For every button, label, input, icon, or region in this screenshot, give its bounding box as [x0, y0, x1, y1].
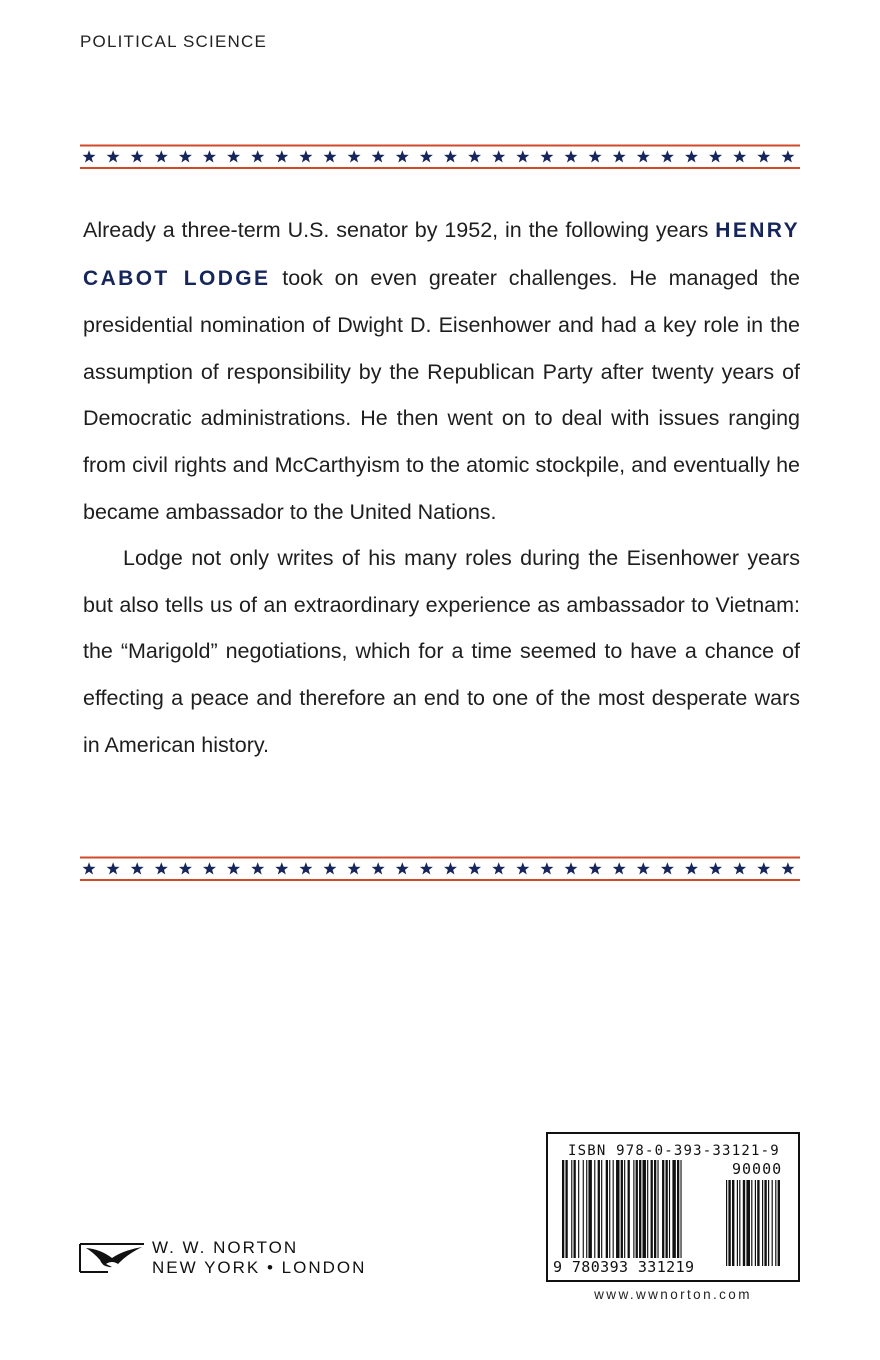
barcode-addon-bar: [728, 1180, 730, 1266]
star-icon: [613, 862, 626, 874]
barcode-bar: [583, 1160, 584, 1258]
barcode-bar: [574, 1160, 576, 1258]
star-icon: [757, 150, 770, 162]
barcode-bar: [609, 1160, 610, 1258]
barcode-bar: [636, 1160, 638, 1258]
star-icon: [324, 150, 337, 162]
star-icon: [444, 862, 457, 874]
barcode-bar: [571, 1160, 572, 1258]
description-paragraph-2: Lodge not only writes of his many roles during the Eisenhower years but also tells us of an extraordinary experience as ambassador to Vietnam: the “Marigold” negotiations, which for a time seemed to have a chance of effecting a peace and therefore an end to one of the most desperate wars in American history.: [83, 546, 800, 757]
star-icon: [348, 862, 361, 874]
star-icon: [637, 150, 650, 162]
star-icon: [396, 150, 409, 162]
barcode-addon-bar: [751, 1180, 752, 1266]
barcode-bar: [601, 1160, 602, 1258]
seagull-icon: [78, 1238, 146, 1274]
barcode-bar: [680, 1160, 681, 1266]
category-label: POLITICAL SCIENCE: [80, 32, 267, 51]
star-icon: [83, 862, 96, 874]
paragraph-1-start: Already a three-term U.S. senator by 1952, in the following years: [83, 218, 716, 242]
publisher-imprint: [78, 1238, 366, 1278]
barcode-bar: [643, 1160, 646, 1258]
barcode-bar: [669, 1160, 670, 1258]
barcode-bar: [647, 1160, 648, 1258]
star-icon: [299, 150, 312, 162]
star-icon: [420, 150, 433, 162]
barcode-bar: [654, 1160, 656, 1258]
author-name: HENRY CABOT LODGE: [83, 219, 800, 290]
barcode-bar: [613, 1160, 614, 1258]
star-icon: [227, 150, 240, 162]
publisher-name: W. W. NORTON: [152, 1238, 299, 1257]
star-icon: [661, 862, 674, 874]
publisher-website: www.wwnorton.com: [594, 1287, 752, 1302]
star-icon: [468, 150, 481, 162]
barcode-addon-bar: [775, 1180, 776, 1266]
barcode-addon-bar: [726, 1180, 727, 1266]
barcode-bar: [677, 1160, 679, 1258]
barcode-addon-bar: [768, 1180, 769, 1266]
star-icon: [155, 150, 168, 162]
barcode-bar: [628, 1160, 630, 1258]
star-icon: [372, 150, 385, 162]
star-icon: [203, 150, 216, 162]
barcode-addon-bar: [739, 1180, 740, 1266]
star-icon: [131, 862, 144, 874]
barcode-bar: [666, 1160, 668, 1258]
star-icon: [637, 862, 650, 874]
barcode-bar: [588, 1160, 591, 1258]
star-icon: [709, 862, 722, 874]
barcode-addon-bar: [746, 1180, 750, 1266]
barcode-bar: [616, 1160, 619, 1258]
star-icon: [348, 150, 361, 162]
barcode-bar: [672, 1160, 675, 1258]
star-icon: [613, 150, 626, 162]
star-icon: [179, 150, 192, 162]
star-icon: [685, 862, 698, 874]
barcode-addon-bar: [772, 1180, 773, 1266]
star-icon: [540, 150, 553, 162]
star-icon-row: [80, 855, 800, 883]
barcode-bar: [657, 1160, 658, 1258]
paragraph-1-rest: took on even greater challenges. He managed the presidential nomination of Dwight D. Eisenhower and had a key role in the assumption of responsibility by the Republican Party after twenty years of Democratic administrations. He then went on to deal with issues ranging from civil rights and McCarthyism to the atomic stockpile, and eventually he became ambassador to the United Nations.: [83, 265, 800, 524]
star-icon: [589, 862, 602, 874]
barcode-addon-bar: [755, 1180, 756, 1266]
star-icon: [83, 150, 96, 162]
isbn-barcode: [546, 1132, 800, 1282]
barcode-addon-bar: [762, 1180, 763, 1266]
barcode-bar: [578, 1160, 579, 1258]
star-icon: [324, 862, 337, 874]
star-icon: [516, 150, 529, 162]
barcode-bar: [624, 1160, 625, 1266]
barcode-addon-price: 90000: [732, 1160, 783, 1178]
star-icon: [781, 150, 794, 162]
barcode-bar: [598, 1160, 600, 1258]
barcode-bar: [621, 1160, 623, 1258]
publisher-cities: NEW YORK • LONDON: [152, 1258, 367, 1277]
barcode-bar: [606, 1160, 608, 1258]
star-icon: [757, 862, 770, 874]
star-icon: [516, 862, 529, 874]
barcode-addon-bar: [743, 1180, 745, 1266]
barcode-bar: [651, 1160, 653, 1258]
star-icon: [251, 862, 264, 874]
barcode-bar: [562, 1160, 564, 1266]
description-text: [83, 207, 800, 768]
star-icon: [299, 862, 312, 874]
barcode-bar: [662, 1160, 664, 1258]
description-paragraph-1: [83, 207, 800, 535]
star-icon: [492, 862, 505, 874]
star-icon: [131, 150, 144, 162]
star-icon: [396, 862, 409, 874]
star-icon: [565, 862, 578, 874]
star-icon: [492, 150, 505, 162]
barcode-addon-bar: [737, 1180, 738, 1266]
star-icon: [565, 150, 578, 162]
star-icon: [709, 150, 722, 162]
star-icon: [420, 862, 433, 874]
star-icon: [685, 150, 698, 162]
stars-divider-top: [80, 143, 800, 171]
star-icon: [444, 150, 457, 162]
barcode-addon-bar: [778, 1180, 780, 1266]
star-icon: [372, 862, 385, 874]
star-icon: [589, 150, 602, 162]
star-icon: [251, 150, 264, 162]
star-icon-row: [80, 143, 800, 171]
barcode-addon-bar: [732, 1180, 734, 1266]
star-icon: [203, 862, 216, 874]
barcode-addon-bar: [764, 1180, 766, 1266]
star-icon: [661, 150, 674, 162]
star-icon: [275, 150, 288, 162]
star-icon: [155, 862, 168, 874]
star-icon: [275, 862, 288, 874]
star-icon: [107, 862, 120, 874]
star-icon: [107, 150, 120, 162]
star-icon: [540, 862, 553, 874]
star-icon: [781, 862, 794, 874]
barcode-bar: [633, 1160, 634, 1258]
star-icon: [227, 862, 240, 874]
ean-number: 9 780393 331219: [553, 1258, 695, 1276]
star-icon: [733, 150, 746, 162]
star-icon: [733, 862, 746, 874]
isbn-number: ISBN 978-0-393-33121-9: [568, 1143, 780, 1159]
barcode-bar: [565, 1160, 567, 1266]
star-icon: [468, 862, 481, 874]
star-icon: [179, 862, 192, 874]
barcode-bar: [586, 1160, 587, 1258]
barcode-bar: [594, 1160, 595, 1258]
barcode-addon-bar: [757, 1180, 759, 1266]
stars-divider-bottom: [80, 855, 800, 883]
barcode-bar: [639, 1160, 641, 1258]
